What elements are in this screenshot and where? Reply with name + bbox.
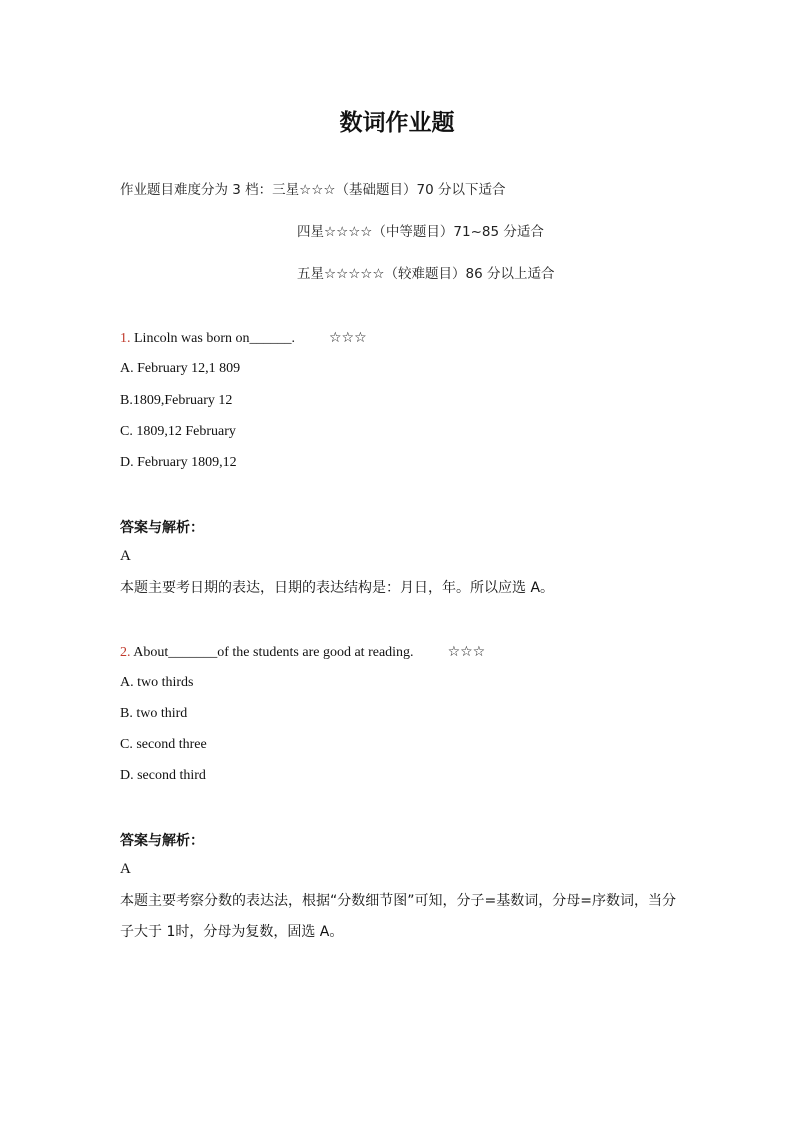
question-1-explanation: 本题主要考日期的表达，日期的表达结构是：月日，年。所以应选 A。 bbox=[120, 580, 555, 596]
question-1-stars: ☆☆☆ bbox=[328, 330, 367, 346]
question-2-option-c: C. second three bbox=[120, 737, 207, 752]
question-2-explanation: 本题主要考察分数的表达法，根据“分数细节图”可知，分子=基数词，分母=序数词，当分子大于 1时，分母为复数，固选 A。 bbox=[120, 893, 676, 940]
question-1-option-a: A. February 12,1 809 bbox=[120, 361, 241, 376]
difficulty-line-1: 作业题目难度分为 3 档：三星☆☆☆（基础题目）70 分以下适合 bbox=[120, 182, 506, 198]
question-2-stars: ☆☆☆ bbox=[447, 644, 486, 660]
question-2-stem bbox=[120, 644, 485, 661]
question-1-text: Lincoln was born on______. bbox=[130, 331, 295, 346]
question-1-number: 1. bbox=[120, 331, 131, 346]
question-1-option-d: D. February 1809,12 bbox=[120, 455, 237, 470]
question-2-answer: A bbox=[120, 861, 131, 877]
question-1-option-c: C. 1809,12 February bbox=[120, 424, 236, 439]
question-1-option-b: B.1809,February 12 bbox=[120, 393, 233, 408]
difficulty-line-2: 四星☆☆☆☆（中等题目）71~85 分适合 bbox=[297, 224, 544, 240]
question-2-option-b: B. two third bbox=[120, 706, 188, 721]
question-2-text: About_______of the students are good at reading. bbox=[130, 645, 414, 660]
question-1-answer-heading: 答案与解析： bbox=[120, 520, 204, 536]
question-2-option-d: D. second third bbox=[120, 768, 206, 783]
question-1-stem bbox=[120, 330, 367, 347]
difficulty-line-3: 五星☆☆☆☆☆（较难题目）86 分以上适合 bbox=[297, 266, 555, 282]
question-1-answer: A bbox=[120, 548, 131, 564]
question-2-number: 2. bbox=[120, 645, 131, 660]
question-2-answer-heading: 答案与解析： bbox=[120, 833, 204, 849]
question-2-option-a: A. two thirds bbox=[120, 675, 194, 690]
page-title: 数词作业题 bbox=[339, 110, 455, 136]
